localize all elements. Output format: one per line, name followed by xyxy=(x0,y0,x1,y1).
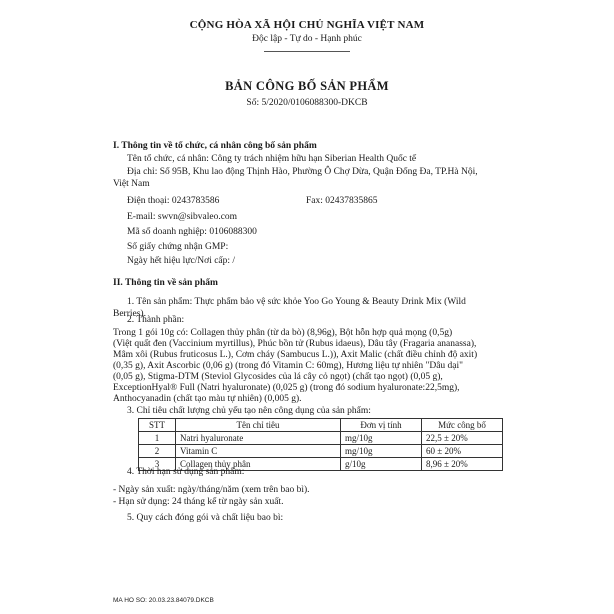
table-cell: mg/10g xyxy=(341,432,422,445)
table-row xyxy=(139,445,503,458)
table-cell: 2 xyxy=(139,445,176,458)
section1-heading: I. Thông tin về tổ chức, cá nhân công bố sản phẩm xyxy=(113,141,317,151)
document-number: Số: 5/2020/0106088300-DKCB xyxy=(246,98,368,108)
product-name-line2: Berries). xyxy=(113,309,146,319)
table-cell: 3 xyxy=(139,458,176,471)
composition-line: Mâm xôi (Rubus fruticosus L.), Cơm cháy (Sambucus L.)), Axit Malic (chất điều chỉnh độ axit) xyxy=(113,350,478,360)
packaging-heading: 5. Quy cách đóng gói và chất liệu bao bì: xyxy=(127,513,284,523)
composition-heading: 2. Thành phần: xyxy=(127,315,185,325)
table-cell: mg/10g xyxy=(341,445,422,458)
composition-line: ExceptionHyal® Full (Natri hyaluronate) (0,025 g) (trong đó sodium hyaluronate:22,5mg), xyxy=(113,383,460,393)
gmp-number: Số giấy chứng nhận GMP: xyxy=(127,242,229,252)
address-line2: Việt Nam xyxy=(113,179,150,189)
email: E-mail: swvn@sibvaleo.com xyxy=(127,212,238,222)
footer-record-code: MA HO SO: 20.03.23.84079.DKCB xyxy=(113,597,214,604)
table-cell: Vitamin C xyxy=(176,445,341,458)
table-header: STT xyxy=(139,419,176,432)
table-header-row xyxy=(139,419,503,432)
composition-line: Trong 1 gói 10g có: Collagen thủy phân (từ da bò) (8,96g), Bột hỗn hợp quả mọng (0,5g) xyxy=(113,328,453,338)
table-header: Đơn vị tính xyxy=(341,419,422,432)
table-cell: 22,5 ± 20% xyxy=(422,432,503,445)
product-name-line1: 1. Tên sản phẩm: Thực phẩm bảo vệ sức khỏe Yoo Go Young & Beauty Drink Mix (Wild xyxy=(127,297,466,307)
fax: Fax: 02437835865 xyxy=(306,196,378,206)
composition-line: (0,05 g), Stigma-DTM (Steviol Glycosides của lá cây cỏ ngọt) (chất tạo ngọt) (0,05 g), xyxy=(113,372,443,382)
table-cell: 8,96 ± 20% xyxy=(422,458,503,471)
phone: Điện thoại: 0243783586 xyxy=(127,196,220,206)
document-title: BẢN CÔNG BỐ SẢN PHẨM xyxy=(225,79,389,93)
shelf-life-heading: 4. Thời hạn sử dụng sản phẩm: xyxy=(127,467,245,477)
motto-underline xyxy=(264,51,350,52)
table-cell: g/10g xyxy=(341,458,422,471)
quality-table xyxy=(138,418,503,471)
motto: Độc lập - Tự do - Hạnh phúc xyxy=(252,34,362,44)
section2-heading: II. Thông tin về sản phẩm xyxy=(113,278,218,288)
table-cell: Natri hyaluronate xyxy=(176,432,341,445)
validity: Ngày hết hiệu lực/Nơi cấp: / xyxy=(127,256,236,266)
production-date: - Ngày sản xuất: ngày/tháng/năm (xem trên bao bì). xyxy=(113,485,310,495)
composition-line: (0,35 g), Axit Ascorbic (0,06 g) (trong đó Vitamin C: 60mg), Hương liệu tự nhiên "Dâu dại" xyxy=(113,361,464,371)
org-name: Tên tổ chức, cá nhân: Công ty trách nhiệm hữu hạn Siberian Health Quốc tế xyxy=(127,154,417,164)
expiry: - Hạn sử dụng: 24 tháng kể từ ngày sản xuất. xyxy=(113,497,284,507)
table-row xyxy=(139,432,503,445)
table-cell: 60 ± 20% xyxy=(422,445,503,458)
composition-line: Anthocyanadin (chất tạo màu tự nhiên) (0,005 g). xyxy=(113,394,302,404)
table-cell: Collagen thủy phân xyxy=(176,458,341,471)
business-code: Mã số doanh nghiệp: 0106088300 xyxy=(127,227,257,237)
table-header: Tên chỉ tiêu xyxy=(176,419,341,432)
address-line1: Địa chỉ: Số 95B, Khu lao động Thịnh Hào, Phường Ô Chợ Dừa, Quận Đống Đa, TP.Hà Nội, xyxy=(127,167,478,177)
table-header: Mức công bố xyxy=(422,419,503,432)
composition-line: (Việt quất đen (Vaccinium myrtillus), Phúc bồn tử (Rubus idaeus), Dâu tây (Fragaria ananassa), xyxy=(113,339,477,349)
country-heading: CỘNG HÒA XÃ HỘI CHỦ NGHĨA VIỆT NAM xyxy=(189,19,425,31)
quality-heading: 3. Chỉ tiêu chất lượng chủ yếu tạo nên công dụng của sản phẩm: xyxy=(127,406,371,416)
table-cell: 1 xyxy=(139,432,176,445)
